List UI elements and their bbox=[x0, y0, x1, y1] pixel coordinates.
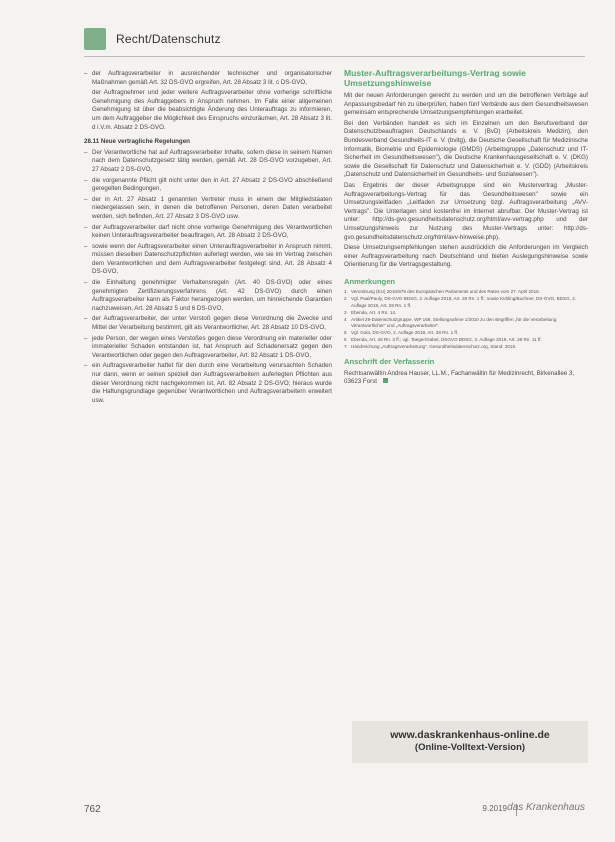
left-column bbox=[84, 70, 332, 407]
paragraph: Das Ergebnis der dieser Arbeitsgruppe sind ein Mustervertrag „Muster-Auftragsverarbeitungs-Vertrag für das Gesundheitswesen" sowie ein Umsetzungsleitfaden „Leitfaden zur Umsetzung bzgl. Auftragsverarbeitung „AVV-Vertrags". Die Unterlagen sind kostenfrei im Internet abrufbar. Der Muster-Vertrag ist unter: http://ds-gvo.gesundheitsdatenschutz.org/html/avv-vertrag.php und der Umsetzungshinweis zur Nutzung des Muster-Vertrags unter: http://ds-gvo.gesundheitsdatenschutz.org/html/avv-hinweise.php). bbox=[344, 181, 588, 241]
note-item: 4 Artikel 29-Datenschutzgruppe, WP 169, Stellungnahme 1/2010 zu den Begriffen „für die Verarbeitung Verantwortlicher" und „Auftragsverarbeiter". bbox=[344, 316, 557, 328]
author-heading: Anschrift der Verfasserin bbox=[344, 357, 435, 367]
list-item: – der Auftragsverarbeiter, der unter Verstoß gegen diese Verordnung die Zwecke und Mittel der Verarbeitung bestimmt, gilt als Verantwortlicher, Art. 28 Absatz 10 DS-GVO, bbox=[84, 315, 332, 332]
notes-heading: Anmerkungen bbox=[344, 276, 396, 286]
note-item: 5 Vgl. Gola, DS-GVO, 2. Auflage 2018, Art. 28 Rn. 1 ff. bbox=[344, 329, 459, 335]
list-item: – der in Art. 27 Absatz 1 genannten Vertreter muss in einem der Mitgliedstaaten niedergelassen sein, in denen die betroffenen Personen, deren Daten verarbeitet werden, sich befinden, Art. 27 Absatz 3 DS-GVO usw. bbox=[84, 196, 332, 222]
list-item: – der Auftragsverarbeiter in ausreichender technischer und organisatorischer Maßnahmen gemäß Art. 32 DS-GVO ergreifen, Art. 28 Absatz 3 lit. c DS-GVO, bbox=[84, 70, 332, 87]
list-item: der Auftragnehmer und jeder weitere Auftragsverarbeiter ohne vorherige schriftliche Genehmigung des Auftraggebers in Anspruch nehmen. Im Falle einer allgemeinen Genehmigung ist über die beabsichtigte Änderung des Unterauftrags zu informieren, um dem Auftraggeber die Möglichkeit des Einspruchs einzuräumen, Art. 28 Absatz 3 lit. d i.V.m. Absatz 2 DS-GVO. bbox=[92, 89, 332, 131]
magazine-logo: das Krankenhaus bbox=[507, 802, 585, 813]
page-footer bbox=[84, 800, 585, 820]
promo-url[interactable]: www.daskrankenhaus-online.de bbox=[390, 729, 550, 741]
author-block bbox=[344, 358, 588, 386]
note-item: 7 Handreichung „Auftragsverarbeitung", Gesundheitsdatenschutz.org, Stand: 2018. bbox=[344, 343, 517, 349]
paragraph: Mit der neuen Anforderungen gerecht zu werden und um die betroffenen Verträge auf Anpassungsbedarf hin zu überprüfen, haben fünf Verbände aus dem Gesundheitswesen gemeinsam entsprechende Umsetzungsempfehlungen erarbeitet. bbox=[344, 92, 588, 117]
note-item: 2 Vgl. Paal/Pauly, DS-GVO BDSG, 2. Auflage 2018, Art. 28 Rn. 1 ff.; sowie Kühling/Buchner, DS-GVO, BDSG, 2. Auflage 2018, Art. 28 Rn. 1 ff. bbox=[344, 296, 577, 308]
section-title: Recht/Datenschutz bbox=[116, 32, 221, 46]
header-divider bbox=[84, 56, 585, 57]
list-item: – die Einhaltung genehmigter Verhaltensregeln (Art. 40 DS-GVO) oder eines genehmigten Zertifizierungsverfahrens (Art. 42 DS-GVO) durch einen Auftragsverarbeiter kann als Faktor herangezogen werden, um hinreichende Garantien nachzuweisen, Art. 28 Absatz 5 und 6 DS-GVO, bbox=[84, 279, 332, 313]
issue-number: 9.2019 bbox=[482, 804, 507, 813]
list-item: – jede Person, der wegen eines Verstoßes gegen diese Verordnung ein materieller oder immaterieller Schaden entstanden ist, hat Anspruch auf Schadenersatz gegen den Verantwortlichen oder gegen den Auftragsverarbeiter, Art. 82 Absatz 1 DS-GVO, bbox=[84, 335, 332, 361]
paragraph: Bei den Verbänden handelt es sich im Einzelnen um den Berufsverband der Datenschutzbeauftragten Deutschlands e. V. (BvD) (Arbeitskreis Medizin), den Bundesverband Gesundheits-IT e. V. (bvitg), die Deutsche Gesellschaft für Medizinische Informatik, Biometrie und Epidemiologie (GMDS) (Arbeitsgruppe „Datenschutz und IT-Sicherheit im Gesundheitswesen"), die Deutsche Krankenhausgesellschaft e. V. (DKG) sowie die Gesellschaft für Datenschutz und Datensicherheit e. V. (GDD) (Arbeitskreis „Datenschutz und Datensicherheit im Gesundheits- und Sozialwesen"). bbox=[344, 119, 588, 179]
section-heading: Muster-Auftragsverarbeitungs-Vertrag sowie Umsetzungshinweise bbox=[344, 68, 526, 88]
online-version-box bbox=[352, 721, 588, 763]
list-item: – der Auftragsverarbeiter darf nicht ohne vorherige Genehmigung des Verantwortlichen keinen Unterauftragsverarbeiter beauftragen, Art. 28 Absatz 2 DS-GVO, bbox=[84, 224, 332, 241]
list-item: – Der Verantwortliche hat auf Auftragsverarbeiter Inhalte, sofern diese in seinem Namen nach dem Datenschutzgesetz tätig werden, gemäß Art. 28 DS-GVO vorzugeben, Art. 27 Absatz 2 DS-GVO, bbox=[84, 149, 332, 175]
right-column bbox=[344, 68, 588, 387]
note-item: 6 Ebenda, Art. 28 Rn. 3 ff.; vgl. Taeger/Gabel, DSGVO BDSG, 3. Auflage 2019, Art. 28 Rn. 11 ff. bbox=[344, 336, 542, 342]
subheading: 28.11 Neue vertragliche Regelungen bbox=[84, 138, 190, 146]
note-item: 3 Ebenda, Art. 4 Rn. 14. bbox=[344, 309, 397, 315]
notes-list bbox=[344, 289, 588, 350]
section-marker-icon bbox=[84, 28, 106, 50]
paragraph: Diese Umsetzungsempfehlungen stehen ausdrücklich die Anforderungen im Vergleich einer Auftragsverarbeitung nach Deutschland und bieten Auslegungshinweise sowie Orientierung für die Vertragsgestaltung. bbox=[344, 244, 588, 269]
list-item: – sowie wenn der Auftragsverarbeiter einen Unterauftragsverarbeiter in Anspruch nimmt, müssen dieselben Datenschutzpflichten auferlegt werden, wie sie im Vertrag zwischen dem Verantwortlichen und dem Auftragsverarbeiter festgelegt sind, Art. 28 Absatz 4 DS-GVO, bbox=[84, 243, 332, 277]
note-item: 1 Verordnung (EU) 2016/679 des Europäischen Parlaments und des Rates vom 27. April 2016. bbox=[344, 289, 540, 295]
promo-subtitle: (Online-Volltext-Version) bbox=[414, 742, 526, 753]
end-mark-icon bbox=[383, 378, 388, 383]
author-address: Rechtsanwältin Andrea Hauser, LL.M., Fachanwältin für Medizinrecht, Birkenallee 3, 03623 Forst bbox=[344, 369, 575, 386]
list-item: – ein Auftragsverarbeiter haftet für den durch eine Verarbeitung verursachten Schaden nur dann, wenn er seinen speziell den Auftragsverarbeitern auferlegten Pflichten aus dieser Verordnung nicht nachgekommen ist, Art. 82 Absatz 2 DS-GVO; hieraus wurde die Haftungsgrundlage gegenüber Verantwortlichen und Auftragsverarbeitern erweitert usw. bbox=[84, 362, 332, 405]
page-number: 762 bbox=[84, 804, 101, 815]
list-item: – die vorgenannte Pflicht gilt nicht unter den in Art. 27 Absatz 2 DS-GVO abschließend geregelten Bedingungen, bbox=[84, 177, 332, 194]
page-header bbox=[84, 26, 221, 52]
